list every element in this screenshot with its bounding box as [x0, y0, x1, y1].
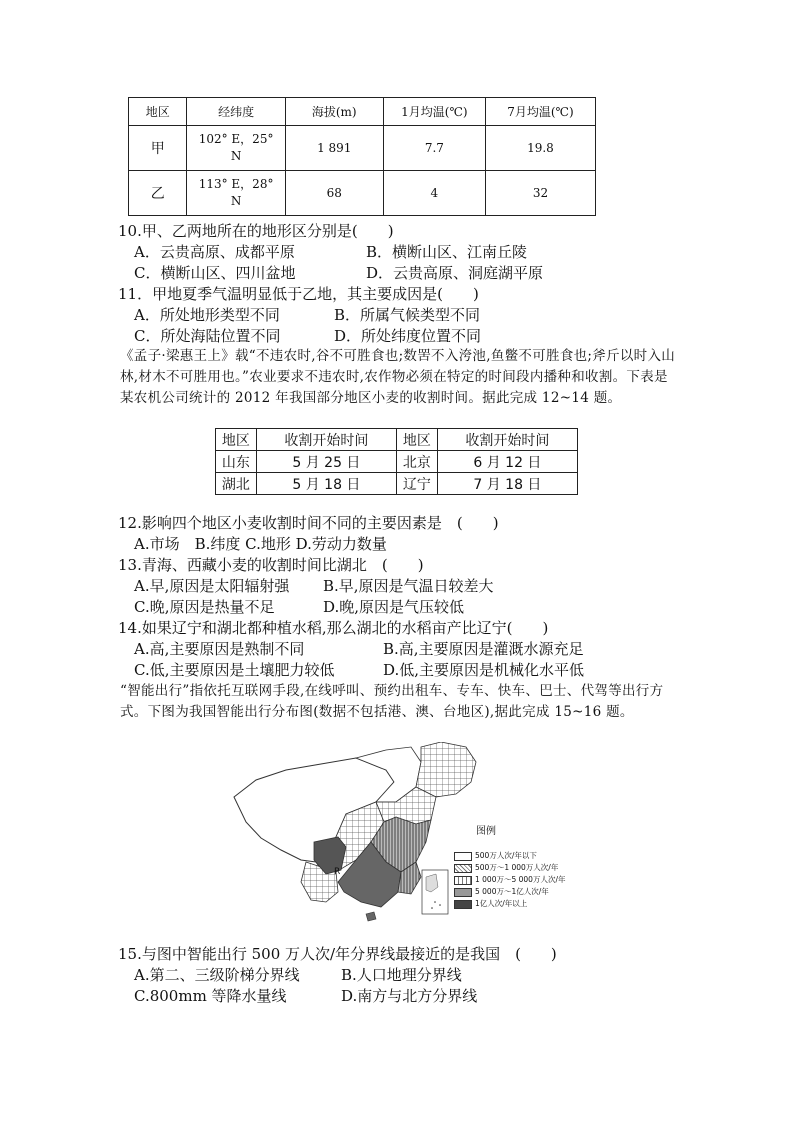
legend-item: [454, 875, 565, 885]
table-cell: 32: [485, 171, 595, 216]
question-15-stem: 15.与图中智能出行 500 万人次/年分界线最接近的是我国 ( ): [118, 945, 557, 963]
legend-label: 500万～1 000万人次/年: [475, 863, 559, 872]
question-14-option-d[interactable]: D.低,主要原因是机械化水平低: [383, 661, 585, 679]
table-cell: 乙: [129, 171, 187, 216]
legend-item: [454, 863, 558, 873]
table-header: 地区: [129, 98, 187, 126]
legend-label: 1亿人次/年以上: [475, 899, 528, 908]
table-cell: 1 891: [285, 126, 383, 171]
question-11-option-b[interactable]: B．所属气候类型不同: [334, 306, 481, 324]
table-cell: 甲: [129, 126, 187, 171]
legend-item: [454, 851, 537, 861]
question-11-option-a[interactable]: A．所处地形类型不同: [134, 306, 280, 324]
table-row: [216, 473, 578, 495]
question-11-option-d[interactable]: D．所处纬度位置不同: [334, 327, 482, 345]
question-14-option-c[interactable]: C.低,主要原因是土壤肥力较低: [134, 661, 335, 679]
table-header: 收割开始时间: [437, 429, 577, 451]
question-10-stem: 10.甲、乙两地所在的地形区分别是( ): [118, 222, 394, 240]
legend-swatch: [454, 852, 472, 861]
legend-label: 5 000万～1亿人次/年: [475, 887, 549, 896]
table-cell: 68: [285, 171, 383, 216]
table-header: 海拔(m): [285, 98, 383, 126]
question-14-stem: 14.如果辽宁和湖北都种植水稻,那么湖北的水稻亩产比辽宁( ): [118, 619, 549, 637]
table-header: 收割开始时间: [256, 429, 396, 451]
question-11-option-c[interactable]: C．所处海陆位置不同: [134, 327, 281, 345]
table-header-row: [216, 429, 578, 451]
legend-swatch: [454, 876, 472, 885]
question-10-option-d[interactable]: D．云贵高原、洞庭湖平原: [366, 264, 544, 282]
legend-swatch: [454, 900, 472, 909]
question-14-option-b[interactable]: B.高,主要原因是灌溉水源充足: [383, 640, 584, 658]
legend-label: 500万人次/年以下: [475, 851, 537, 860]
question-13-option-d[interactable]: D.晚,原因是气压较低: [323, 598, 465, 616]
table-cell: 7.7: [383, 126, 485, 171]
question-13-option-c[interactable]: C.晚,原因是热量不足: [134, 598, 275, 616]
question-13-option-a[interactable]: A.早,原因是太阳辐射强: [134, 577, 290, 595]
table-row: [129, 126, 596, 171]
table-header: 地区: [396, 429, 437, 451]
question-13-stem: 13.青海、西藏小麦的收割时间比湖北 ( ): [118, 556, 424, 574]
table-cell: 湖北: [216, 473, 257, 495]
question-11-stem: 11．甲地夏季气温明显低于乙地，其主要成因是( ): [118, 285, 479, 303]
table-cell: 山东: [216, 451, 257, 473]
passage-smart-travel: “智能出行”指依托互联网手段,在线呼叫、预约出租车、专车、快车、巴士、代驾等出行方式。下图为我国智能出行分布图(数据不包括港、澳、台地区),据此完成 15~16 题。: [120, 683, 664, 720]
table-cell: 北京: [396, 451, 437, 473]
table-cell: 辽宁: [396, 473, 437, 495]
table-cell: 5 月 25 日: [256, 451, 396, 473]
legend-item: [454, 899, 527, 909]
table-header: 7月均温(℃): [485, 98, 595, 126]
table-header-row: [129, 98, 596, 126]
question-12-options[interactable]: A.市场 B.纬度 C.地形 D.劳动力数量: [134, 535, 387, 553]
question-13-option-b[interactable]: B.早,原因是气温日较差大: [323, 577, 494, 595]
table-cell: 7 月 18 日: [437, 473, 577, 495]
table-header: 1月均温(℃): [383, 98, 485, 126]
table-cell: 6 月 12 日: [437, 451, 577, 473]
table-cell: 5 月 18 日: [256, 473, 396, 495]
legend-item: [454, 887, 549, 897]
table-header: 地区: [216, 429, 257, 451]
question-10-option-c[interactable]: C．横断山区、四川盆地: [134, 264, 296, 282]
question-15-option-b[interactable]: B.人口地理分界线: [341, 966, 462, 984]
question-15-option-d[interactable]: D.南方与北方分界线: [341, 987, 478, 1005]
question-15-option-c[interactable]: C.800mm 等降水量线: [134, 987, 287, 1005]
table-cell: 4: [383, 171, 485, 216]
climate-table: [128, 97, 596, 216]
table-cell: 113° E，28° N: [187, 171, 285, 216]
table-cell: 19.8: [485, 126, 595, 171]
legend-swatch: [454, 864, 472, 873]
table-cell: 102° E，25° N: [187, 126, 285, 171]
legend-swatch: [454, 888, 472, 897]
table-row: [216, 451, 578, 473]
question-10-option-b[interactable]: B．横断山区、江南丘陵: [366, 243, 528, 261]
question-12-stem: 12.影响四个地区小麦收割时间不同的主要因素是 ( ): [118, 514, 499, 532]
question-15-option-a[interactable]: A.第二、三级阶梯分界线: [134, 966, 300, 984]
harvest-table: [215, 428, 578, 495]
question-14-option-a[interactable]: A.高,主要原因是熟制不同: [134, 640, 305, 658]
legend-title: 图例: [476, 826, 496, 837]
passage-mencius: 《孟子·梁惠王上》载“不违农时,谷不可胜食也;数罟不入洿池,鱼鳖不可胜食也;斧斤以时入山林,材木不可胜用也。”农业要求不违农时,农作物必须在特定的时间段内播种和收割。下表是某农机公司统计的 2012 年我国部分地区小麦的收割时间。据此完成 12~14 题。: [120, 348, 676, 406]
map-label-r: R: [334, 867, 341, 877]
question-10-option-a[interactable]: A．云贵高原、成都平原: [134, 243, 295, 261]
legend-label: 1 000万～5 000万人次/年: [475, 875, 566, 884]
map-region-northeast: [416, 742, 476, 797]
table-row: [129, 171, 596, 216]
table-header: 经纬度: [187, 98, 285, 126]
